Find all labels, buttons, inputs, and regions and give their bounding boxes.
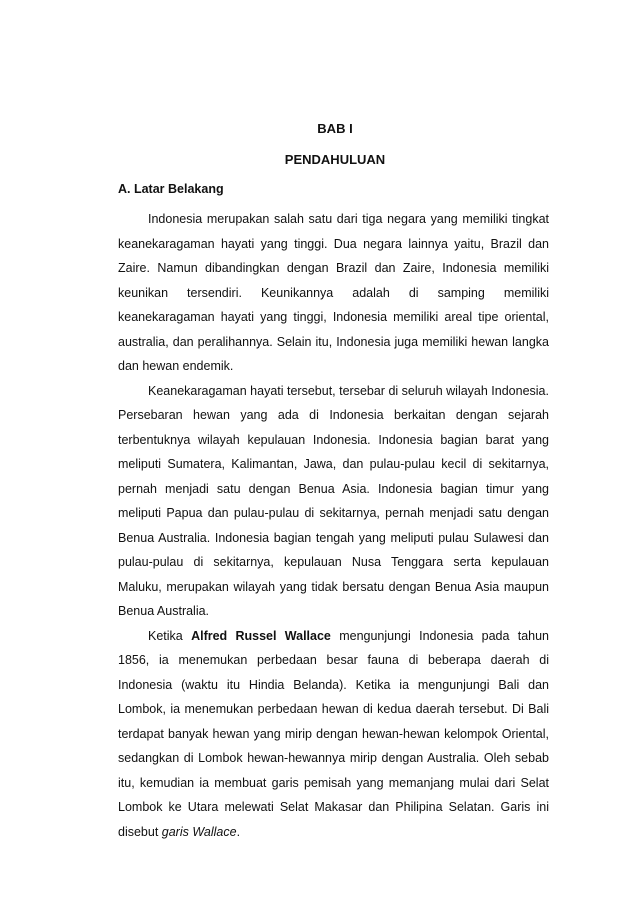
paragraph-1: Indonesia merupakan salah satu dari tiga negara yang memiliki tingkat keanekaragaman hayati yang tinggi. Dua negara lainnya yaitu, Brazil dan Zaire. Namun dibandingkan dengan Brazil dan Zaire, Indonesia memiliki keunikan tersendiri. Keunikannya adalah di samping memiliki keanekaragaman hayati yang tinggi, Indonesia memiliki areal tipe oriental, australia, dan peralihannya. Selain itu, Indonesia juga memiliki hewan langka dan hewan endemik.: [118, 212, 549, 373]
wallace-name: Alfred Russel Wallace: [191, 628, 331, 643]
paragraph-3-body: mengunjungi Indonesia pada tahun 1856, ia menemukan perbedaan besar fauna di beberapa daerah di Indonesia (waktu itu Hindia Belanda). Ketika ia mengunjungi Bali dan Lombok, ia menemukan perbedaan hewan di kedua daerah tersebut. Di Bali terdapat banyak hewan yang mirip dengan hewan-hewan kelompok Oriental, sedangkan di Lombok hewan-hewannya mirip dengan Australia. Oleh sebab itu, kemudian ia membuat garis pemisah yang memanjang mulai dari Selat Lombok ke Utara melewati Selat Makasar dan Philipina Selatan. Garis ini disebut: [118, 628, 550, 839]
document-body: [118, 207, 549, 844]
garis-wallace-term: garis Wallace: [161, 824, 237, 839]
chapter-title: PENDAHULUAN: [284, 152, 386, 167]
paragraph-3: [118, 624, 549, 845]
paragraph-2: Keanekaragaman hayati tersebut, tersebar di seluruh wilayah Indonesia. Persebaran hewan yang ada di Indonesia berkaitan dengan sejarah terbentuknya wilayah kepulauan Indonesia. Indonesia bagian barat yang meliputi Sumatera, Kalimantan, Jawa, dan pulau-pulau kecil di sekitarnya, pernah menjadi satu dengan Benua Asia. Indonesia bagian timur yang meliputi Papua dan pulau-pulau di sekitarnya, pernah menjadi satu dengan Benua Australia. Indonesia bagian tengah yang meliputi pulau Sulawesi dan pulau-pulau di sekitarnya, kepulauan Nusa Tenggara serta kepulauan Maluku, merupakan wilayah yang tidak bersatu dengan Benua Asia maupun Benua Australia.: [118, 383, 549, 618]
section-heading: A. Latar Belakang: [118, 182, 224, 196]
paragraph-3-prefix: Ketika: [148, 628, 192, 643]
chapter-number: BAB I: [317, 121, 353, 136]
paragraph-3-suffix: .: [236, 824, 241, 839]
